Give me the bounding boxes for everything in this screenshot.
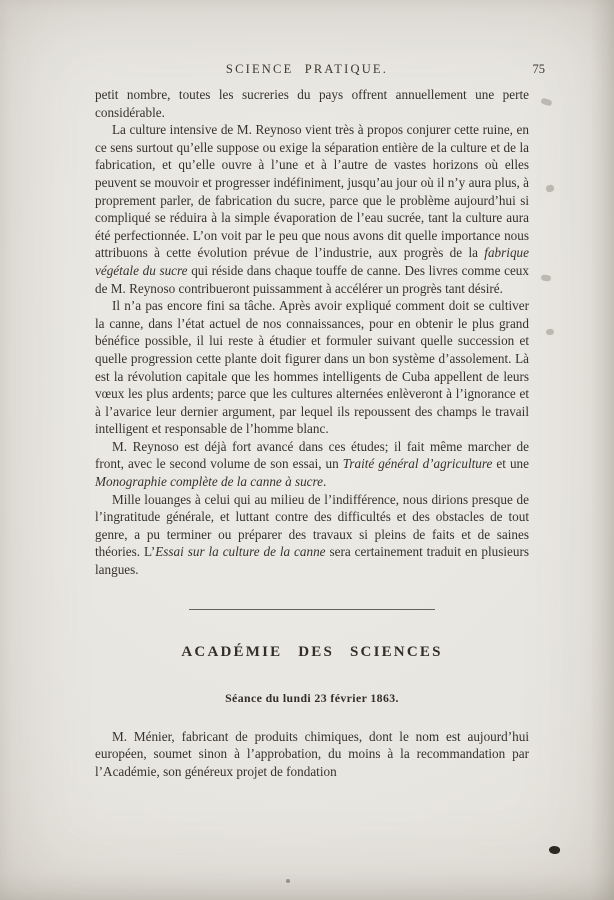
ink-dot-artifact (286, 879, 290, 883)
ink-blot-artifact (548, 845, 560, 855)
page-number: 75 (532, 62, 545, 76)
scan-artifact (546, 329, 555, 336)
session-title: Séance du lundi 23 février 1863. (225, 690, 399, 705)
scan-artifact (545, 184, 554, 193)
body-paragraph: Mille louanges à celui qui au milieu de l’indifférence, nous dirions presque de l’ingratitude générale, et luttant contre des difficultés et des obstacles de tout genre, a pu terminer ou préparer des travaux si pleins de faits et de saines théories. L’Essai sur la culture de la canne sera certainement traduit en plusieurs langues. (95, 491, 530, 578)
scan-artifact (541, 274, 552, 281)
running-header (0, 62, 614, 82)
section-divider (189, 609, 435, 610)
section-heading: ACADÉMIE DES SCIENCES (181, 643, 443, 660)
body-paragraph: La culture intensive de M. Reynoso vient très à propos conjurer cette ruine, en ce sens surtout qu’elle suppose ou exige la séparation entière de la culture et de la fabrication, et qu’elle ouvre à l’une et à l’autre de vastes horizons où elles peuvent se mouvoir et progresser indéfiniment, jusqu’au jour où il n’y aura plus, à proprement parler, de fabrication du sucre, parce que le problème aujourd’hui si compliqué se réduira à la simple évaporation de l’eau sucrée, tant la culture aura été perfectionnée. L’on voit par le peu que nous avons dit quelle importance nous attribuons à cette évolution prévue de l’industrie, aux progrès de la fabrique végétale du sucre qui réside dans chaque touffe de canne. Des livres comme ceux de M. Reynoso contribueront puissamment à accélérer un progrès tant désiré. (95, 122, 529, 296)
body-paragraph: Il n’a pas encore fini sa tâche. Après avoir expliqué comment doit se cultiver la canne, dans l’état actuel de nos connaissances, pour en obtenir le plus grand bénéfice possible, il lui reste à étudier et formuler suivant quelle succession et quelle progression cette plante doit figurer dans un bon système d’assolement. Là est la révolution capitale que les hommes intelligents de Cuba appellent de leurs vœux les plus ardents; parce que les cultures alternées enlèveront à l’ignorance et à l’avarice leur dernier argument, par lequel ils repoussent des champs le travail intelligent et responsable de l’homme blanc. (95, 298, 529, 437)
page-body (95, 86, 529, 780)
running-title: SCIENCE PRATIQUE. (225, 62, 389, 76)
body-paragraph: petit nombre, toutes les sucreries du pays offrent annuellement une perte considérable. (95, 87, 529, 120)
body-paragraph: M. Ménier, fabricant de produits chimiques, dont le nom est aujourd’hui européen, soumet sinon à l’approbation, du moins à la recommandation par l’Académie, son généreux projet de fondation (95, 728, 529, 779)
body-paragraph: M. Reynoso est déjà fort avancé dans ces études; il fait même marcher de front, avec le second volume de son essai, un Traité général d’agriculture et une Monographie complète de la canne à sucre. (95, 438, 529, 490)
scan-artifact (540, 97, 552, 106)
